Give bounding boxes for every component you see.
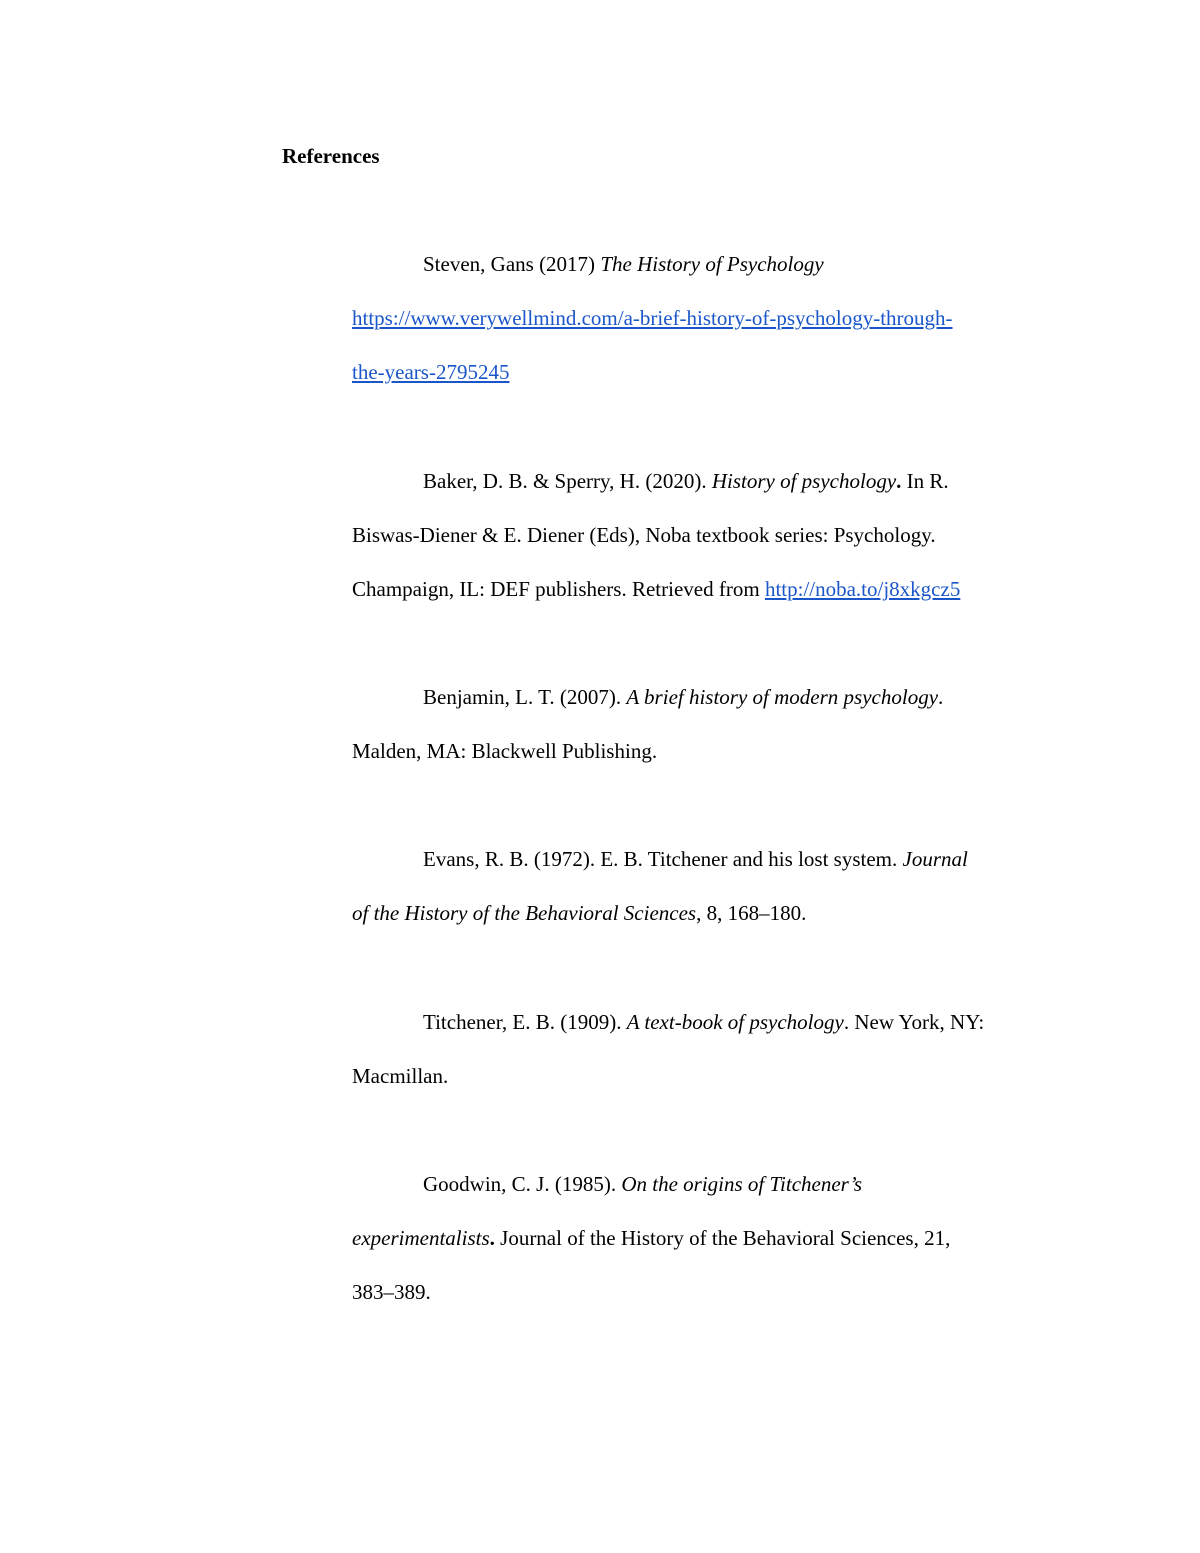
ref-author-year: Baker, D. B. & Sperry, H. (2020). bbox=[423, 469, 712, 493]
reference-entry bbox=[352, 1157, 1072, 1319]
reference-line bbox=[352, 670, 1072, 724]
reference-line bbox=[352, 886, 1072, 940]
reference-entry bbox=[352, 454, 1072, 616]
ref-title: A text-book of psychology bbox=[626, 1010, 844, 1034]
reference-line bbox=[352, 1211, 1072, 1265]
ref-period: . bbox=[896, 469, 902, 493]
reference-line bbox=[352, 832, 1072, 886]
ref-title: History of psychology bbox=[711, 469, 897, 493]
ref-journal: Journal bbox=[902, 847, 968, 871]
ref-author-year: Goodwin, C. J. (1985). bbox=[423, 1172, 622, 1196]
ref-title: experimentalists bbox=[352, 1226, 490, 1250]
ref-author-year: Titchener, E. B. (1909). bbox=[423, 1010, 627, 1034]
ref-text: . bbox=[938, 685, 944, 709]
reference-line bbox=[352, 291, 1072, 345]
ref-title: A brief history of modern psychology bbox=[626, 685, 939, 709]
ref-period: . bbox=[489, 1226, 495, 1250]
reference-line: Macmillan. bbox=[352, 1064, 449, 1088]
reference-line bbox=[352, 995, 1072, 1049]
reference-line: 383–389. bbox=[352, 1280, 431, 1304]
reference-line: Biswas-Diener & E. Diener (Eds), Noba textbook series: Psychology. bbox=[352, 523, 936, 547]
ref-text: . New York, NY: bbox=[843, 1010, 985, 1034]
ref-text: Champaign, IL: DEF publishers. Retrieved from bbox=[352, 577, 765, 601]
ref-url-link[interactable]: http://noba.to/j8xkgcz5 bbox=[764, 577, 961, 601]
reference-line bbox=[352, 562, 1072, 616]
ref-journal: of the History of the Behavioral Sciences bbox=[352, 901, 697, 925]
reference-line bbox=[352, 454, 1072, 508]
references-heading: References bbox=[282, 144, 380, 168]
reference-entry bbox=[352, 237, 1072, 399]
reference-entry bbox=[352, 670, 1072, 778]
ref-author-year: Benjamin, L. T. (2007). bbox=[423, 685, 627, 709]
ref-title: On the origins of Titchener’s bbox=[621, 1172, 863, 1196]
ref-author-year: Steven, Gans (2017) bbox=[423, 252, 601, 276]
reference-line bbox=[352, 1157, 1072, 1211]
ref-url-link-part2[interactable]: the-years-2795245 bbox=[352, 360, 510, 384]
reference-line bbox=[352, 237, 1072, 291]
ref-author-year: Evans, R. B. (1972). E. B. Titchener and his lost system. bbox=[423, 847, 903, 871]
ref-title: The History of Psychology bbox=[600, 252, 824, 276]
reference-line: Malden, MA: Blackwell Publishing. bbox=[352, 739, 658, 763]
reference-entry bbox=[352, 995, 1072, 1103]
reference-line bbox=[352, 345, 1072, 399]
ref-text: Journal of the History of the Behavioral Sciences, 21, bbox=[494, 1226, 951, 1250]
ref-text: In R. bbox=[901, 469, 949, 493]
reference-entry bbox=[352, 832, 1072, 940]
ref-url-link-part1[interactable]: https://www.verywellmind.com/a-brief-history-of-psychology-through- bbox=[352, 306, 953, 330]
ref-text: , 8, 168–180. bbox=[696, 901, 807, 925]
